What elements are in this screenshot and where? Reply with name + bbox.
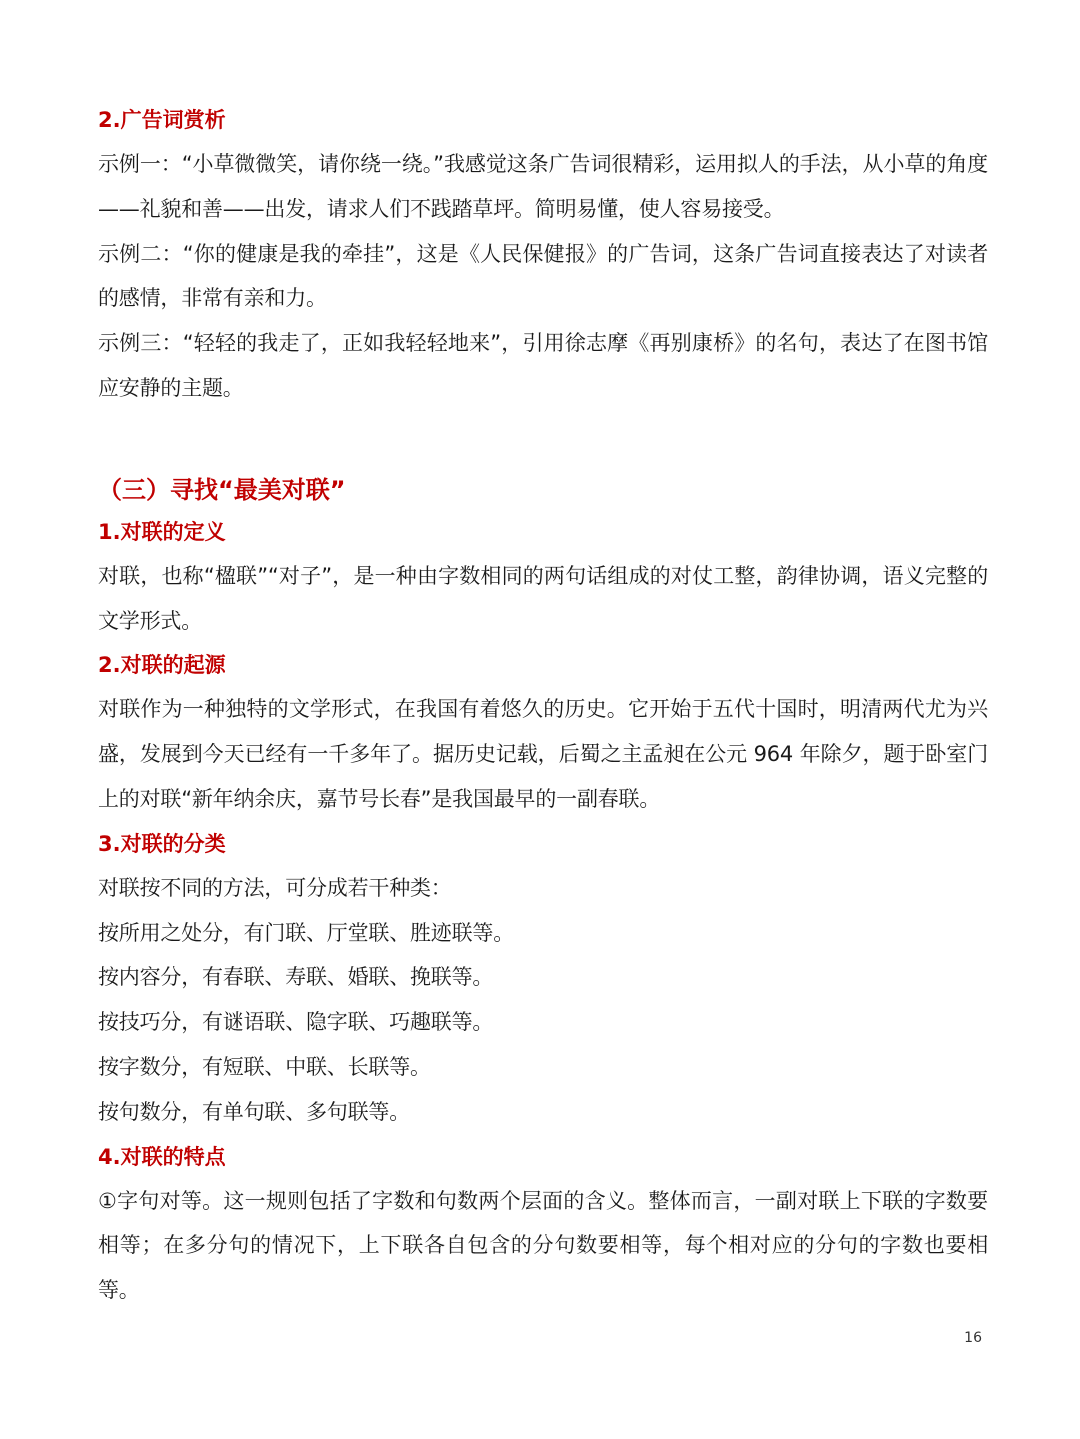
couplet-feature-heading: 4.对联的特点	[98, 1144, 226, 1169]
page-number: 16	[964, 1330, 982, 1346]
section-title-couplet: （三）寻找“最美对联”	[98, 475, 346, 504]
list-item: 按句数分，有单句联、多句联等。	[98, 1099, 410, 1124]
ad-example-2: 示例二：“你的健康是我的牵挂”，这是《人民保健报》的广告词，这条广告词直接表达了对读者的感情，非常有亲和力。	[98, 241, 988, 311]
ad-example-3: 示例三：“轻轻的我走了，正如我轻轻地来”，引用徐志摩《再别康桥》的名句，表达了在图书馆应安静的主题。	[98, 331, 988, 400]
list-item: 按技巧分，有谜语联、隐字联、巧趣联等。	[98, 1010, 494, 1035]
ad-appreciation-heading: 2.广告词赏析	[98, 108, 226, 132]
couplet-origin-heading: 2.对联的起源	[98, 653, 226, 678]
couplet-definition-heading: 1.对联的定义	[98, 519, 226, 544]
couplet-definition-text: 对联，也称“楹联”“对子”，是一种由字数相同的两句话组成的对仗工整，韵律协调，语义完整的文学形式。	[98, 563, 988, 633]
couplet-category-heading: 3.对联的分类	[98, 831, 226, 856]
couplet-origin-text: 对联作为一种独特的文学形式，在我国有着悠久的历史。它开始于五代十国时，明清两代尤为兴盛，发展到今天已经有一千多年了。据历史记载，后蜀之主孟昶在公元 964 年除夕，题于卧室门上的对联“新年纳余庆，嘉节号长春”是我国最早的一副春联。	[98, 697, 988, 811]
list-item: 按字数分，有短联、中联、长联等。	[98, 1054, 431, 1079]
list-item: 按内容分，有春联、寿联、婚联、挽联等。	[98, 965, 494, 990]
document-page	[98, 105, 988, 1313]
couplet-category-intro: 对联按不同的方法，可分成若干种类：	[98, 875, 452, 900]
list-item: 按所用之处分，有门联、厅堂联、胜迹联等。	[98, 920, 514, 945]
couplet-feature-text: ①字句对等。这一规则包括了字数和句数两个层面的含义。整体而言，一副对联上下联的字数要相等；在多分句的情况下，上下联各自包含的分句数要相等，每个相对应的分句的字数也要相等。	[98, 1188, 988, 1303]
ad-example-1: 示例一：“小草微微笑，请你绕一绕。”我感觉这条广告词很精彩，运用拟人的手法，从小草的角度——礼貌和善——出发，请求人们不践踏草坪。简明易懂，使人容易接受。	[98, 152, 988, 221]
